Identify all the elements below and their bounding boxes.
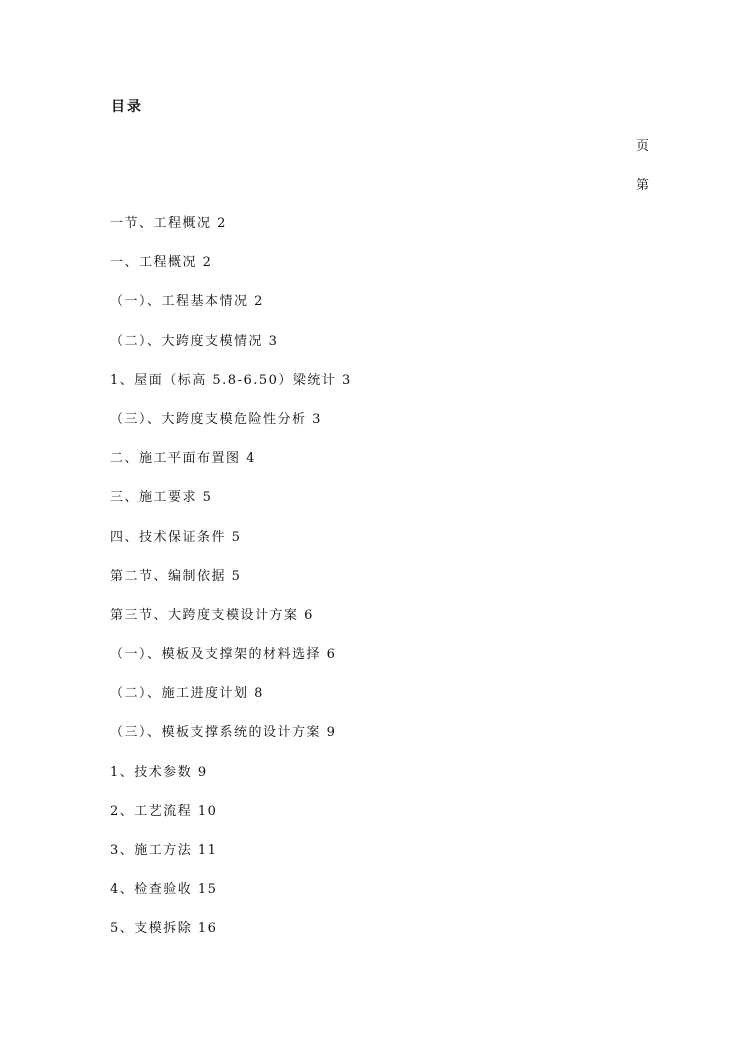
- toc-entry[interactable]: 第二节、编制依据 5: [110, 568, 242, 584]
- toc-list: [110, 215, 352, 960]
- toc-entry[interactable]: （一）、工程基本情况 2: [110, 294, 264, 310]
- page-column-label-di: 第: [636, 178, 650, 193]
- toc-entry[interactable]: 1、屋面（标高 5.8-6.50）梁统计 3: [110, 372, 352, 388]
- toc-entry[interactable]: 4、检查验收 15: [110, 882, 218, 898]
- toc-entry[interactable]: 三、施工要求 5: [110, 490, 213, 506]
- toc-entry[interactable]: 一、工程概况 2: [110, 255, 213, 271]
- toc-entry[interactable]: 第三节、大跨度支模设计方案 6: [110, 607, 314, 623]
- toc-title: 目录: [111, 99, 143, 115]
- page-column-label-ye: 页: [636, 139, 650, 154]
- toc-entry[interactable]: 2、工艺流程 10: [110, 803, 218, 819]
- toc-entry[interactable]: （三）、模板支撑系统的设计方案 9: [110, 725, 337, 741]
- toc-entry[interactable]: （二）、大跨度支模情况 3: [110, 333, 279, 349]
- toc-entry[interactable]: 二、施工平面布置图 4: [110, 451, 256, 467]
- toc-entry[interactable]: 一节、工程概况 2: [110, 216, 227, 231]
- toc-entry[interactable]: 3、施工方法 11: [110, 843, 218, 858]
- toc-entry[interactable]: 1、技术参数 9: [110, 764, 208, 780]
- toc-entry[interactable]: 四、技术保证条件 5: [110, 529, 242, 545]
- toc-entry[interactable]: 5、支模拆除 16: [110, 921, 218, 937]
- toc-entry[interactable]: （三）、大跨度支模危险性分析 3: [110, 411, 322, 427]
- toc-entry[interactable]: （一）、模板及支撑架的材料选择 6: [110, 647, 337, 663]
- toc-entry[interactable]: （二）、施工进度计划 8: [110, 686, 264, 702]
